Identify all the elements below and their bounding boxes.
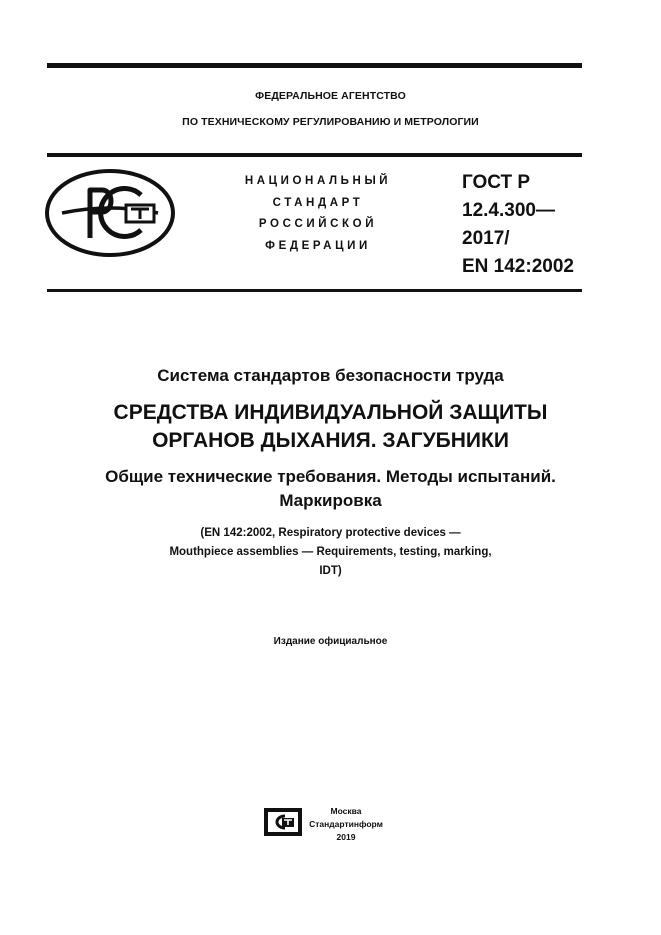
edition-label: Издание официальное <box>273 636 388 647</box>
agency-name-line-2: ПО ТЕХНИЧЕСКОМУ РЕГУЛИРОВАНИЮ И МЕТРОЛОГИИ <box>182 116 479 128</box>
subtitle-line-1: Общие технические требования. Методы испытаний. <box>105 467 556 486</box>
middle-rule <box>47 153 582 157</box>
bottom-rule <box>47 289 582 292</box>
designation-line: ГОСТ Р <box>462 172 531 193</box>
national-standard-line: СТАНДАРТ <box>272 196 364 209</box>
system-title: Система стандартов безопасности труда <box>157 366 504 385</box>
national-standard-line: ФЕДЕРАЦИИ <box>265 239 371 252</box>
subtitle-line-2: Маркировка <box>279 491 382 510</box>
rst-certification-mark-icon <box>44 168 176 258</box>
designation-line: 12.4.300— <box>462 200 555 221</box>
main-title-line-1: СРЕДСТВА ИНДИВИДУАЛЬНОЙ ЗАЩИТЫ <box>113 401 548 424</box>
publisher-city: Москва <box>330 806 362 816</box>
designation-line: EN 142:2002 <box>462 256 574 277</box>
main-title <box>0 399 661 455</box>
en-reference-line-1: (EN 142:2002, Respiratory protective devices — <box>200 527 461 539</box>
publisher-info <box>306 805 386 844</box>
publisher-name: Стандартинформ <box>309 819 383 829</box>
en-reference-line-2: Mouthpiece assemblies — Requirements, testing, marking, <box>169 546 492 558</box>
main-title-line-2: ОРГАНОВ ДЫХАНИЯ. ЗАГУБНИКИ <box>152 429 509 452</box>
en-reference-line-3: IDT) <box>319 565 342 577</box>
standartinform-logo-icon <box>263 806 303 838</box>
subtitle <box>0 465 661 513</box>
en-reference <box>0 524 661 581</box>
top-rule <box>47 63 582 68</box>
national-standard-label <box>225 171 411 257</box>
national-standard-line: НАЦИОНАЛЬНЫЙ <box>244 175 392 187</box>
publisher-year: 2019 <box>336 832 356 842</box>
agency-name-line-1: ФЕДЕРАЛЬНОЕ АГЕНТСТВО <box>255 90 406 102</box>
national-standard-line: РОССИЙСКОЙ <box>258 218 378 230</box>
designation-line: 2017/ <box>462 228 510 249</box>
standard-designation <box>462 169 574 281</box>
